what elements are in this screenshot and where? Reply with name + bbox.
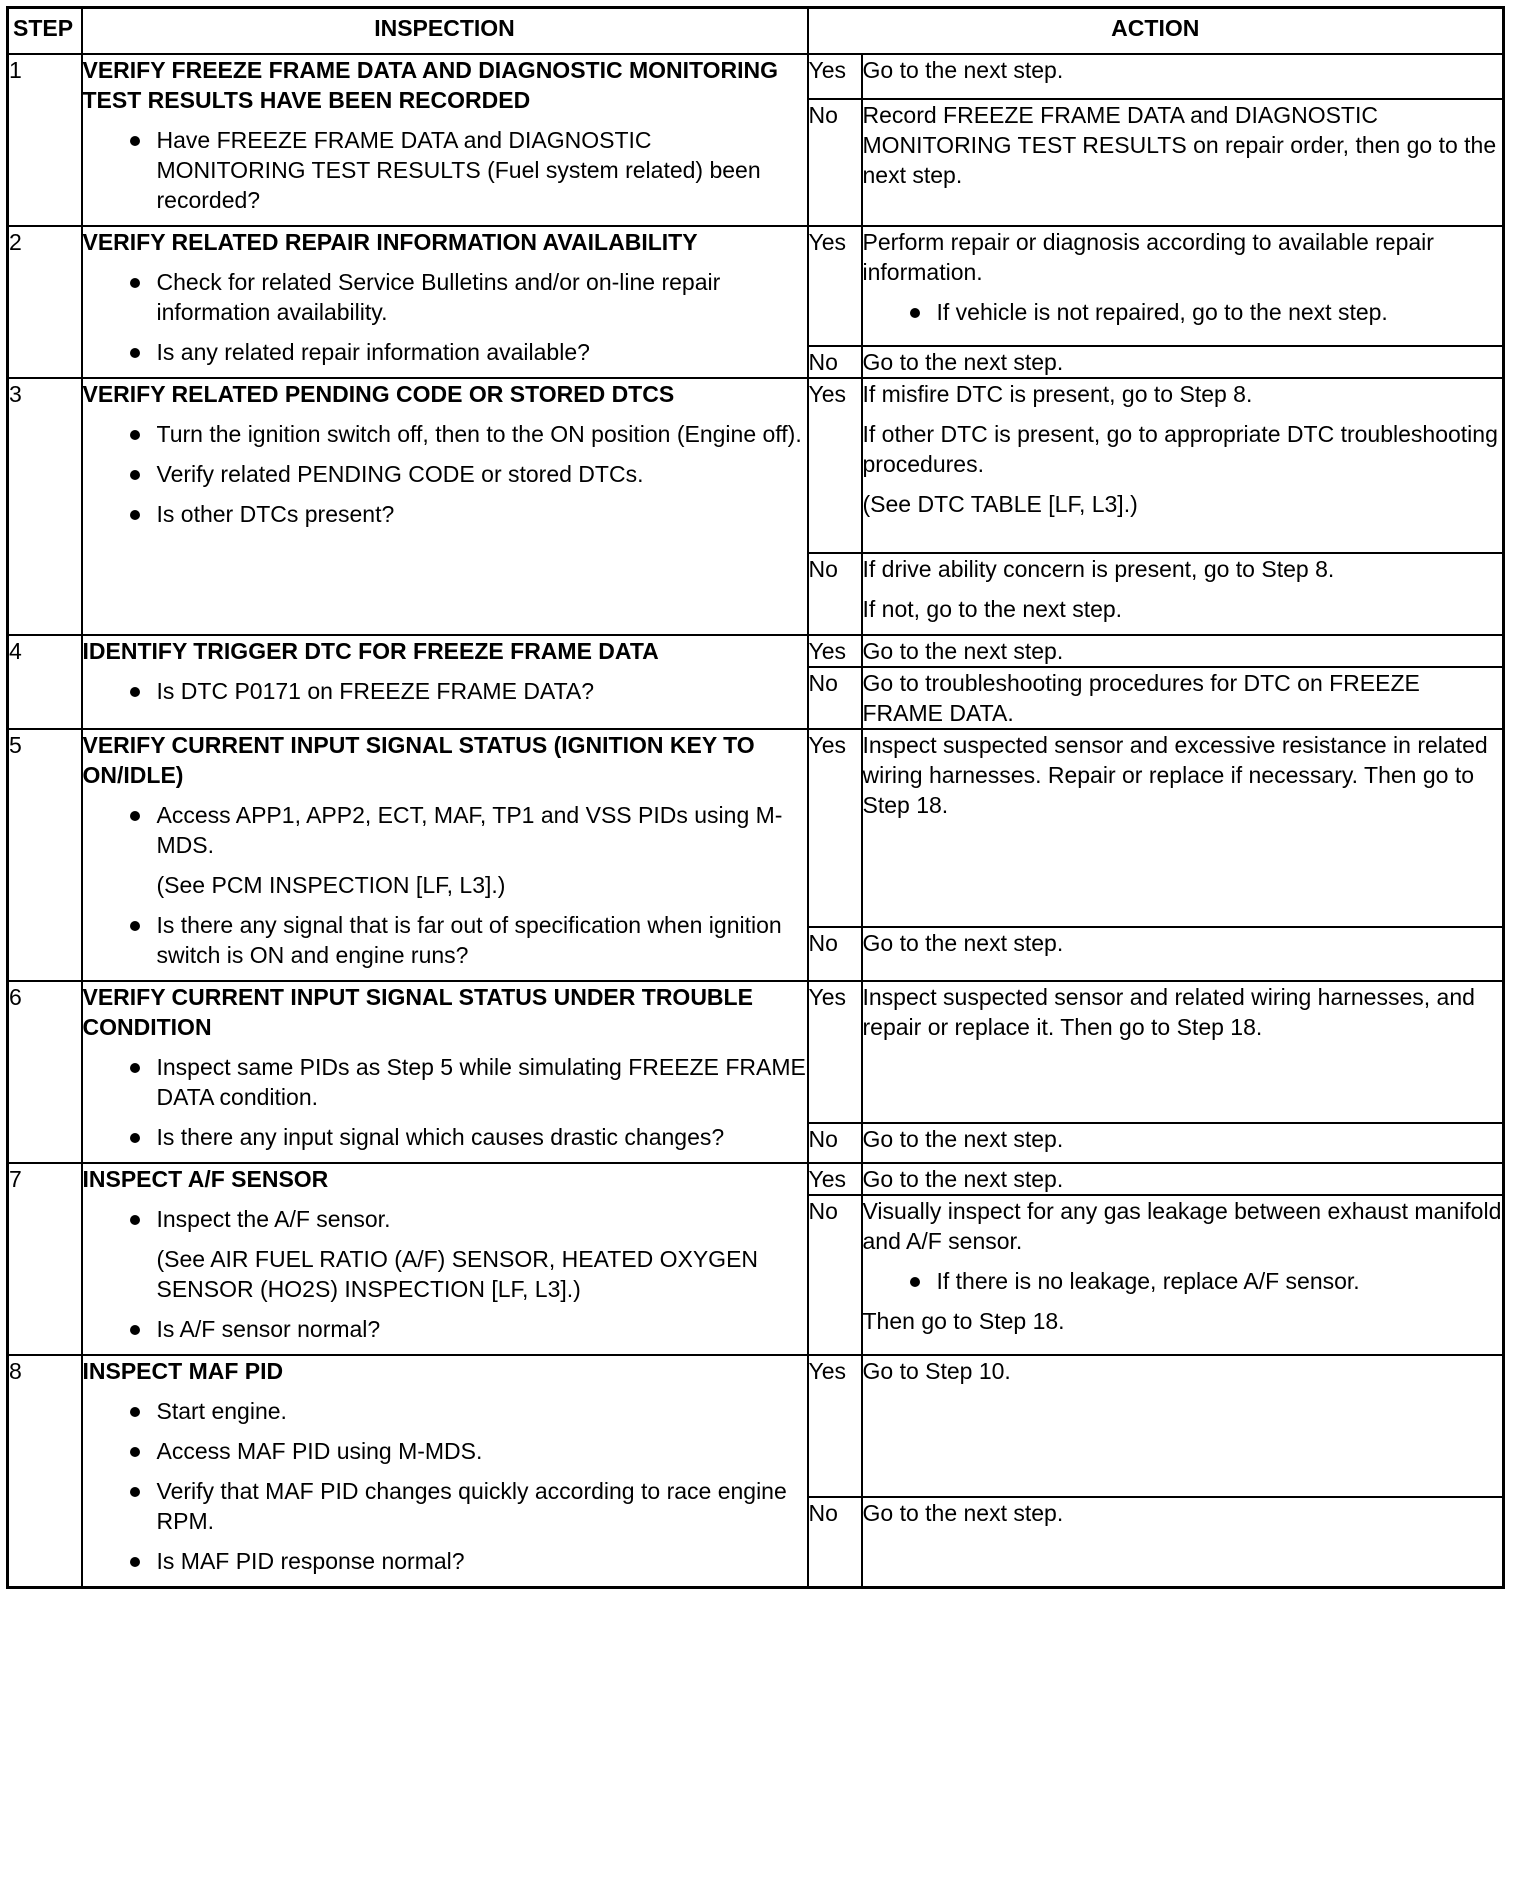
inspection-item: Is A/F sensor normal? [83, 1314, 807, 1344]
no-action-text: If drive ability concern is present, go to Step 8. [862, 556, 1335, 582]
yes-action: Inspect suspected sensor and excessive resistance in related wiring harnesses. Repair or replace if necessary. Then go to Step 18. [862, 729, 1504, 927]
no-label: No [808, 1123, 862, 1163]
yes-label: Yes [808, 378, 862, 553]
no-action: Go to the next step. [862, 927, 1504, 981]
step-title: IDENTIFY TRIGGER DTC FOR FREEZE FRAME DATA [82, 638, 659, 664]
no-action-text: Visually inspect for any gas leakage between exhaust manifold and A/F sensor. [862, 1198, 1502, 1254]
yes-action: Go to the next step. [862, 54, 1504, 99]
inspection-item: Check for related Service Bulletins and/or on-line repair information availability. [83, 267, 807, 327]
step-inspection [82, 635, 808, 729]
header-inspection: INSPECTION [82, 8, 808, 55]
step-title: VERIFY FREEZE FRAME DATA AND DIAGNOSTIC MONITORING TEST RESULTS HAVE BEEN RECORDED [82, 57, 779, 113]
step-title: VERIFY RELATED REPAIR INFORMATION AVAILABILITY [82, 229, 698, 255]
step-number: 7 [8, 1163, 82, 1355]
no-action: Go to the next step. [862, 1123, 1504, 1163]
yes-action-text: If other DTC is present, go to appropriate DTC troubleshooting procedures. [862, 421, 1498, 477]
step-inspection [82, 981, 808, 1163]
yes-action: Inspect suspected sensor and related wiring harnesses, and repair or replace it. Then go to Step 18. [862, 981, 1504, 1123]
no-label: No [808, 346, 862, 378]
header-step: STEP [8, 8, 82, 55]
step-inspection [82, 1163, 808, 1355]
yes-label: Yes [808, 226, 862, 346]
yes-action-text: Perform repair or diagnosis according to available repair information. [862, 229, 1434, 285]
inspection-item: Inspect same PIDs as Step 5 while simulating FREEZE FRAME DATA condition. [83, 1052, 807, 1112]
yes-label: Yes [808, 635, 862, 667]
step-inspection [82, 378, 808, 635]
step-number: 8 [8, 1355, 82, 1588]
inspection-item: Is any related repair information available? [83, 337, 807, 367]
step-inspection [82, 226, 808, 378]
inspection-item: Verify related PENDING CODE or stored DTCs. [83, 459, 807, 489]
step-inspection [82, 1355, 808, 1588]
inspection-item: Is there any signal that is far out of specification when ignition switch is ON and engine runs? [83, 910, 807, 970]
diagnostic-table [6, 6, 1505, 1589]
no-action-text: Then go to Step 18. [862, 1308, 1065, 1334]
inspection-item: Access APP1, APP2, ECT, MAF, TP1 and VSS PIDs using M-MDS. [83, 800, 807, 860]
yes-label: Yes [808, 729, 862, 927]
inspection-document [6, 6, 1505, 1589]
no-label: No [808, 927, 862, 981]
step-number: 2 [8, 226, 82, 378]
inspection-item: Is MAF PID response normal? [83, 1546, 807, 1576]
yes-action [862, 378, 1504, 553]
inspection-reference: (See AIR FUEL RATIO (A/F) SENSOR, HEATED OXYGEN SENSOR (HO2S) INSPECTION [LF, L3].) [156, 1246, 759, 1302]
inspection-item: Verify that MAF PID changes quickly according to race engine RPM. [83, 1476, 807, 1536]
yes-action: Go to the next step. [862, 635, 1504, 667]
inspection-item: Start engine. [83, 1396, 807, 1426]
step-number: 6 [8, 981, 82, 1163]
yes-label: Yes [808, 981, 862, 1123]
yes-label: Yes [808, 1355, 862, 1497]
no-label: No [808, 1497, 862, 1588]
step-4-yes-row [8, 635, 1504, 667]
step-title: INSPECT A/F SENSOR [82, 1166, 329, 1192]
no-action: Go to troubleshooting procedures for DTC on FREEZE FRAME DATA. [862, 667, 1504, 729]
step-title: VERIFY CURRENT INPUT SIGNAL STATUS UNDER TROUBLE CONDITION [82, 984, 753, 1040]
yes-action-reference: (See DTC TABLE [LF, L3].) [862, 491, 1138, 517]
yes-label: Yes [808, 1163, 862, 1195]
yes-action: Go to Step 10. [862, 1355, 1504, 1497]
inspection-item: Is other DTCs present? [83, 499, 807, 529]
step-title: VERIFY RELATED PENDING CODE OR STORED DTCS [82, 381, 675, 407]
step-7-yes-row [8, 1163, 1504, 1195]
inspection-reference: (See PCM INSPECTION [LF, L3].) [156, 872, 506, 898]
inspection-item: Inspect the A/F sensor. [83, 1204, 807, 1234]
no-action [862, 1195, 1504, 1355]
step-6-yes-row [8, 981, 1504, 1123]
inspection-item: Access MAF PID using M-MDS. [83, 1436, 807, 1466]
header-row [8, 8, 1504, 55]
yes-action [862, 226, 1504, 346]
step-2-yes-row [8, 226, 1504, 346]
yes-action: Go to the next step. [862, 1163, 1504, 1195]
header-action: ACTION [808, 8, 1504, 55]
step-number: 1 [8, 54, 82, 226]
no-action: Go to the next step. [862, 1497, 1504, 1588]
yes-label: Yes [808, 54, 862, 99]
step-number: 4 [8, 635, 82, 729]
step-3-yes-row [8, 378, 1504, 553]
no-label: No [808, 667, 862, 729]
step-8-yes-row [8, 1355, 1504, 1497]
step-1-yes-row [8, 54, 1504, 99]
yes-action-bullet: If vehicle is not repaired, go to the next step. [863, 297, 1503, 327]
yes-action-text: If misfire DTC is present, go to Step 8. [862, 381, 1253, 407]
no-action-text: If not, go to the next step. [862, 596, 1123, 622]
no-action: Record FREEZE FRAME DATA and DIAGNOSTIC MONITORING TEST RESULTS on repair order, then go to the next step. [862, 99, 1504, 226]
no-action-bullet: If there is no leakage, replace A/F sensor. [863, 1266, 1503, 1296]
step-inspection [82, 729, 808, 981]
inspection-item: Is DTC P0171 on FREEZE FRAME DATA? [83, 676, 807, 706]
no-action: Go to the next step. [862, 346, 1504, 378]
step-title: INSPECT MAF PID [82, 1358, 284, 1384]
no-action [862, 553, 1504, 635]
no-label: No [808, 1195, 862, 1355]
inspection-item: Is there any input signal which causes drastic changes? [83, 1122, 807, 1152]
step-number: 5 [8, 729, 82, 981]
inspection-item: Have FREEZE FRAME DATA and DIAGNOSTIC MONITORING TEST RESULTS (Fuel system related) been recorded? [83, 125, 807, 215]
no-label: No [808, 553, 862, 635]
step-title: VERIFY CURRENT INPUT SIGNAL STATUS (IGNITION KEY TO ON/IDLE) [82, 732, 755, 788]
step-number: 3 [8, 378, 82, 635]
no-label: No [808, 99, 862, 226]
step-inspection [82, 54, 808, 226]
step-5-yes-row [8, 729, 1504, 927]
inspection-item: Turn the ignition switch off, then to the ON position (Engine off). [83, 419, 807, 449]
